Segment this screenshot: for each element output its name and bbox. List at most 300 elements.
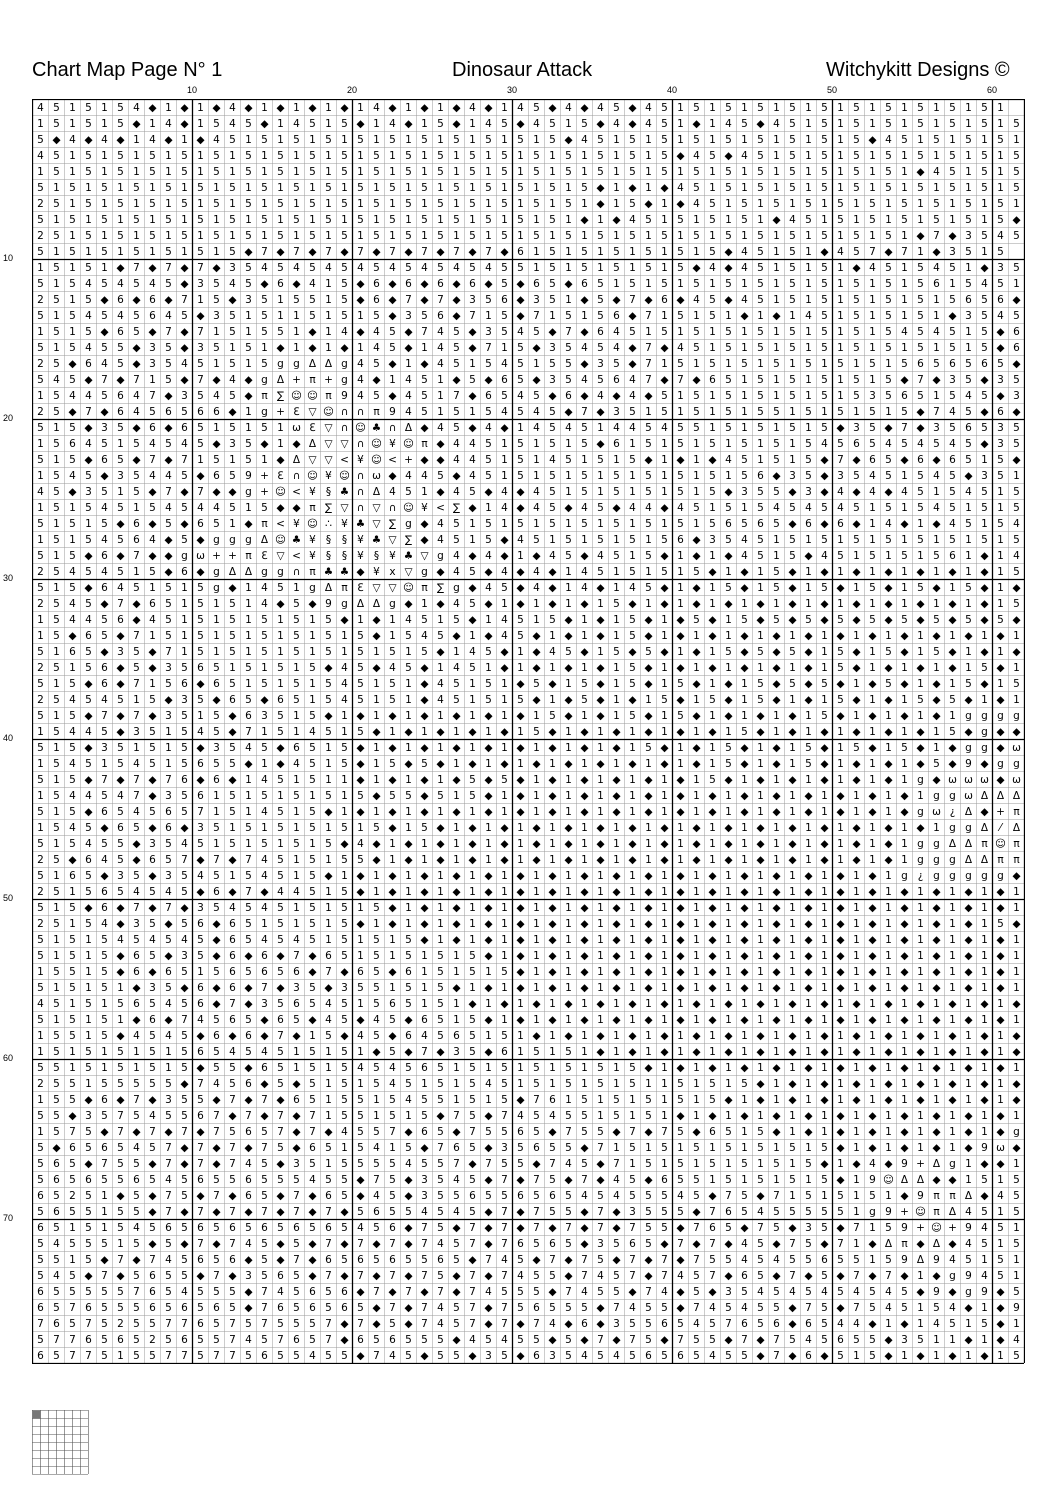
stitch-symbol: 5 (421, 1094, 428, 1106)
stitch-symbol: 5 (677, 358, 684, 370)
stitch-symbol: 5 (293, 1238, 300, 1250)
stitch-symbol: ◆ (340, 1238, 349, 1250)
stitch-symbol: ◆ (772, 1110, 781, 1122)
stitch-symbol: 1 (437, 374, 444, 386)
stitch-symbol: 1 (37, 822, 44, 834)
stitch-symbol: 1 (501, 710, 508, 722)
stitch-symbol: 5 (837, 614, 844, 626)
stitch-symbol: 5 (373, 150, 380, 162)
stitch-symbol: 4 (101, 358, 108, 370)
stitch-symbol: ◆ (980, 998, 989, 1010)
stitch-symbol: g (245, 534, 252, 546)
stitch-symbol: 1 (789, 1126, 796, 1138)
stitch-symbol: 7 (437, 1286, 444, 1298)
stitch-symbol: 5 (837, 1286, 844, 1298)
stitch-symbol: ◆ (532, 550, 541, 562)
stitch-symbol: 1 (885, 1190, 892, 1202)
stitch-symbol: 5 (53, 1062, 60, 1074)
stitch-symbol: 5 (565, 534, 572, 546)
stitch-symbol: 5 (677, 518, 684, 530)
stitch-symbol: 5 (469, 1062, 476, 1074)
stitch-symbol: ◆ (900, 678, 909, 690)
stitch-symbol: 5 (181, 166, 188, 178)
stitch-symbol: 1 (693, 1158, 700, 1170)
stitch-symbol: ◆ (548, 678, 557, 690)
stitch-symbol: 1 (53, 678, 60, 690)
stitch-symbol: 1 (869, 518, 876, 530)
stitch-symbol: 5 (53, 1030, 60, 1042)
stitch-symbol: 5 (85, 886, 92, 898)
stitch-symbol: 1 (341, 134, 348, 146)
stitch-symbol: ◆ (84, 550, 93, 562)
stitch-symbol: 5 (981, 150, 988, 162)
stitch-symbol: 5 (997, 278, 1004, 290)
stitch-symbol: 3 (85, 486, 92, 498)
stitch-symbol: 5 (53, 998, 60, 1010)
stitch-symbol: 6 (453, 1030, 460, 1042)
stitch-symbol: 7 (485, 1158, 492, 1170)
stitch-symbol: ◆ (452, 278, 461, 290)
stitch-symbol: 6 (293, 966, 300, 978)
stitch-symbol: ∩ (292, 566, 301, 578)
stitch-symbol: ◆ (244, 246, 253, 258)
stitch-symbol: 4 (949, 1254, 956, 1266)
stitch-symbol: 5 (85, 998, 92, 1010)
stitch-symbol: 5 (53, 758, 60, 770)
stitch-symbol: 1 (357, 998, 364, 1010)
stitch-symbol: 5 (325, 630, 332, 642)
stitch-symbol: 1 (469, 982, 476, 994)
stitch-symbol: ◆ (580, 918, 589, 930)
stitch-symbol: 5 (309, 742, 316, 754)
stitch-symbol: 5 (469, 1142, 476, 1154)
stitch-symbol: 1 (629, 806, 636, 818)
stitch-symbol: 4 (501, 358, 508, 370)
stitch-symbol: 5 (357, 1142, 364, 1154)
stitch-symbol: 7 (533, 1318, 540, 1330)
stitch-symbol: 1 (805, 1142, 812, 1154)
stitch-symbol: 1 (133, 1062, 140, 1074)
stitch-symbol: 5 (325, 134, 332, 146)
stitch-symbol: 1 (773, 1142, 780, 1154)
stitch-symbol: ◆ (996, 342, 1005, 354)
stitch-symbol: 1 (37, 790, 44, 802)
stitch-symbol: 4 (85, 310, 92, 322)
stitch-symbol: 1 (293, 230, 300, 242)
stitch-symbol: 5 (357, 854, 364, 866)
stitch-symbol: ◆ (724, 822, 733, 834)
stitch-symbol: 1 (533, 966, 540, 978)
stitch-symbol: ◆ (404, 1318, 413, 1330)
stitch-symbol: 5 (197, 214, 204, 226)
stitch-symbol: 1 (293, 1062, 300, 1074)
stitch-symbol: 5 (373, 1078, 380, 1090)
stitch-symbol: 1 (901, 166, 908, 178)
stitch-symbol: 1 (773, 390, 780, 402)
stitch-symbol: 1 (341, 806, 348, 818)
stitch-symbol: 1 (901, 598, 908, 610)
stitch-symbol: 1 (245, 326, 252, 338)
stitch-symbol: 5 (629, 454, 636, 466)
stitch-symbol: 5 (213, 342, 220, 354)
stitch-symbol: ◆ (164, 390, 173, 402)
stitch-symbol: 7 (229, 1158, 236, 1170)
stitch-symbol: 5 (917, 470, 924, 482)
stitch-symbol: 5 (133, 182, 140, 194)
stitch-symbol: 5 (501, 326, 508, 338)
stitch-symbol: 1 (373, 214, 380, 226)
stitch-symbol: 1 (1013, 902, 1020, 914)
stitch-symbol: 5 (997, 134, 1004, 146)
stitch-symbol: 1 (885, 1142, 892, 1154)
stitch-symbol: ◆ (628, 118, 637, 130)
stitch-symbol: 4 (437, 534, 444, 546)
stitch-symbol: 5 (101, 614, 108, 626)
stitch-symbol: ◆ (772, 630, 781, 642)
stitch-symbol: 6 (405, 1030, 412, 1042)
stitch-symbol: ◆ (964, 886, 973, 898)
stitch-symbol: 5 (661, 406, 668, 418)
stitch-symbol: ◆ (740, 646, 749, 658)
stitch-symbol: 5 (757, 102, 764, 114)
stitch-symbol: 7 (117, 598, 124, 610)
stitch-symbol: 5 (453, 406, 460, 418)
stitch-symbol: 5 (741, 118, 748, 130)
stitch-symbol: 1 (325, 774, 332, 786)
stitch-symbol: ◆ (820, 598, 829, 610)
stitch-symbol: 1 (581, 1046, 588, 1058)
stitch-symbol: § (341, 550, 348, 562)
stitch-symbol: 5 (309, 1158, 316, 1170)
stitch-symbol: ◆ (276, 1206, 285, 1218)
stitch-symbol: 5 (277, 726, 284, 738)
stitch-symbol: 5 (773, 566, 780, 578)
stitch-symbol: 1 (181, 614, 188, 626)
stitch-symbol: 1 (613, 182, 620, 194)
stitch-symbol: 1 (981, 1302, 988, 1314)
stitch-symbol: 1 (533, 246, 540, 258)
stitch-symbol: 5 (373, 358, 380, 370)
stitch-symbol: 1 (805, 854, 812, 866)
stitch-symbol: ◆ (548, 870, 557, 882)
stitch-symbol: 6 (213, 406, 220, 418)
stitch-symbol: 6 (213, 470, 220, 482)
stitch-symbol: 5 (277, 198, 284, 210)
stitch-symbol: ◆ (132, 838, 141, 850)
stitch-symbol: 5 (37, 246, 44, 258)
stitch-symbol: 6 (37, 1350, 44, 1362)
stitch-symbol: 5 (709, 694, 716, 706)
stitch-symbol: 1 (437, 406, 444, 418)
stitch-symbol: 1 (613, 630, 620, 642)
stitch-symbol: 1 (677, 278, 684, 290)
stitch-symbol: 5 (597, 342, 604, 354)
stitch-symbol: 4 (309, 726, 316, 738)
stitch-symbol: 1 (325, 198, 332, 210)
stitch-symbol: 5 (165, 854, 172, 866)
stitch-symbol: 5 (373, 966, 380, 978)
stitch-symbol: 5 (309, 1222, 316, 1234)
stitch-symbol: 1 (869, 150, 876, 162)
stitch-symbol: 5 (341, 886, 348, 898)
stitch-symbol: ◆ (484, 566, 493, 578)
stitch-symbol: 5 (117, 150, 124, 162)
stitch-symbol: 1 (565, 486, 572, 498)
stitch-symbol: ◆ (404, 1190, 413, 1202)
stitch-symbol: ◆ (84, 454, 93, 466)
stitch-symbol: ◆ (484, 1302, 493, 1314)
stitch-symbol: 5 (341, 918, 348, 930)
stitch-symbol: 5 (69, 806, 76, 818)
stitch-symbol: 4 (485, 1286, 492, 1298)
stitch-symbol: 5 (261, 646, 268, 658)
stitch-symbol: 1 (437, 214, 444, 226)
stitch-symbol: Δ (932, 1158, 941, 1170)
stitch-symbol: 5 (869, 214, 876, 226)
stitch-symbol: 7 (597, 1206, 604, 1218)
stitch-symbol: 4 (805, 502, 812, 514)
stitch-symbol: 5 (645, 246, 652, 258)
stitch-symbol: 4 (245, 1158, 252, 1170)
stitch-symbol: 1 (437, 934, 444, 946)
stitch-symbol: 5 (581, 422, 588, 434)
stitch-symbol: 4 (165, 886, 172, 898)
stitch-symbol: ◆ (100, 646, 109, 658)
stitch-symbol: 7 (565, 326, 572, 338)
stitch-symbol: 5 (101, 486, 108, 498)
stitch-symbol: 3 (197, 342, 204, 354)
stitch-symbol: ◆ (468, 1350, 477, 1362)
stitch-symbol: 5 (341, 118, 348, 130)
stitch-symbol: 5 (197, 422, 204, 434)
stitch-symbol: ◆ (452, 870, 461, 882)
stitch-symbol: 5 (117, 1174, 124, 1186)
stitch-symbol: 7 (101, 774, 108, 786)
stitch-symbol: 5 (101, 1174, 108, 1186)
stitch-symbol: ◆ (804, 790, 813, 802)
stitch-symbol: 1 (549, 630, 556, 642)
stitch-symbol: 1 (917, 646, 924, 658)
stitch-symbol: 1 (901, 694, 908, 706)
stitch-symbol: 5 (469, 774, 476, 786)
stitch-symbol: 5 (917, 182, 924, 194)
stitch-symbol: Δ (1012, 790, 1021, 802)
stitch-symbol: ◆ (756, 1078, 765, 1090)
stitch-symbol: 7 (229, 1142, 236, 1154)
stitch-symbol: 1 (517, 150, 524, 162)
stitch-symbol: 1 (197, 710, 204, 722)
stitch-symbol: 1 (981, 918, 988, 930)
stitch-symbol: 6 (149, 598, 156, 610)
stitch-symbol: ◆ (932, 934, 941, 946)
stitch-symbol: 1 (949, 886, 956, 898)
stitch-symbol: 1 (901, 278, 908, 290)
stitch-symbol: 4 (37, 150, 44, 162)
stitch-symbol: ◆ (964, 1110, 973, 1122)
stitch-symbol: 5 (389, 1014, 396, 1026)
stitch-symbol: 1 (293, 198, 300, 210)
stitch-symbol: 6 (149, 1014, 156, 1026)
stitch-symbol: 6 (149, 310, 156, 322)
stitch-symbol: 5 (997, 518, 1004, 530)
stitch-symbol: 5 (981, 326, 988, 338)
stitch-symbol: 1 (997, 534, 1004, 546)
stitch-symbol: ◆ (548, 326, 557, 338)
stitch-symbol: ◆ (932, 374, 941, 386)
stitch-symbol: ◆ (548, 726, 557, 738)
stitch-symbol: 4 (453, 1174, 460, 1186)
stitch-symbol: ◆ (164, 454, 173, 466)
stitch-symbol: 5 (309, 150, 316, 162)
stitch-symbol: ◆ (580, 742, 589, 754)
stitch-symbol: 1 (789, 790, 796, 802)
stitch-symbol: 1 (709, 838, 716, 850)
stitch-symbol: + (948, 1222, 957, 1234)
stitch-symbol: ◆ (132, 854, 141, 866)
stitch-symbol: 7 (837, 454, 844, 466)
stitch-symbol: ◆ (820, 486, 829, 498)
stitch-symbol: 1 (773, 1046, 780, 1058)
stitch-symbol: ◆ (404, 1238, 413, 1250)
stitch-symbol: 3 (229, 438, 236, 450)
stitch-symbol: 5 (469, 1030, 476, 1042)
stitch-symbol: 1 (501, 950, 508, 962)
stitch-symbol: 5 (181, 470, 188, 482)
stitch-symbol: 1 (197, 150, 204, 162)
stitch-symbol: g (261, 566, 268, 578)
stitch-symbol: ◆ (692, 1206, 701, 1218)
stitch-symbol: 1 (629, 918, 636, 930)
stitch-symbol: 1 (853, 198, 860, 210)
stitch-symbol: 1 (165, 102, 172, 114)
stitch-symbol: 7 (261, 1206, 268, 1218)
stitch-symbol: 7 (325, 1318, 332, 1330)
stitch-symbol: 5 (69, 518, 76, 530)
stitch-symbol: ☺ (915, 1206, 926, 1218)
stitch-symbol: 5 (117, 758, 124, 770)
stitch-symbol: 1 (805, 582, 812, 594)
stitch-symbol: 5 (197, 1334, 204, 1346)
stitch-symbol: 1 (181, 246, 188, 258)
stitch-symbol: ◆ (980, 1046, 989, 1058)
stitch-symbol: 6 (293, 998, 300, 1010)
stitch-symbol: 1 (421, 230, 428, 242)
stitch-symbol: 5 (325, 1350, 332, 1362)
stitch-symbol: ◆ (484, 1142, 493, 1154)
stitch-symbol: Δ (260, 534, 269, 546)
stitch-symbol: 1 (789, 918, 796, 930)
stitch-symbol: 1 (901, 1350, 908, 1362)
stitch-symbol: 1 (277, 630, 284, 642)
stitch-symbol: ◆ (756, 998, 765, 1010)
stitch-symbol: 5 (821, 1334, 828, 1346)
stitch-symbol: 1 (645, 182, 652, 194)
stitch-symbol: 5 (309, 230, 316, 242)
stitch-symbol: ◆ (580, 1238, 589, 1250)
stitch-symbol: 1 (805, 246, 812, 258)
stitch-symbol: 5 (821, 502, 828, 514)
stitch-symbol: 5 (181, 918, 188, 930)
stitch-symbol: 5 (261, 742, 268, 754)
stitch-symbol: 1 (581, 454, 588, 466)
stitch-symbol: 5 (549, 710, 556, 722)
stitch-symbol: 5 (69, 342, 76, 354)
stitch-symbol: 1 (373, 1110, 380, 1122)
stitch-symbol: ◆ (404, 598, 413, 610)
stitch-symbol: ◆ (1012, 726, 1021, 738)
stitch-symbol: 1 (869, 566, 876, 578)
row-label: 20 (3, 413, 14, 423)
stitch-symbol: 5 (789, 1334, 796, 1346)
stitch-symbol: 6 (965, 294, 972, 306)
stitch-symbol: 1 (901, 774, 908, 786)
stitch-symbol: ☺ (339, 470, 350, 482)
stitch-symbol: ◆ (708, 454, 717, 466)
stitch-symbol: ◆ (164, 422, 173, 434)
stitch-symbol: 5 (309, 1094, 316, 1106)
stitch-symbol: 1 (789, 806, 796, 818)
stitch-symbol: 6 (357, 1254, 364, 1266)
stitch-symbol: 5 (981, 1174, 988, 1186)
stitch-symbol: 5 (101, 1078, 108, 1090)
stitch-symbol: 5 (389, 1094, 396, 1106)
stitch-symbol: ◆ (788, 1078, 797, 1090)
stitch-symbol: 1 (1013, 1158, 1020, 1170)
stitch-symbol: ◆ (260, 1014, 269, 1026)
stitch-symbol: 6 (53, 1158, 60, 1170)
stitch-symbol: 1 (693, 934, 700, 946)
stitch-symbol: 5 (37, 1014, 44, 1026)
stitch-symbol: π (373, 406, 380, 418)
stitch-symbol: 4 (581, 1286, 588, 1298)
stitch-symbol: ◆ (580, 966, 589, 978)
stitch-symbol: 5 (437, 1062, 444, 1074)
stitch-symbol: 5 (261, 1254, 268, 1266)
stitch-symbol: 5 (437, 1190, 444, 1202)
stitch-symbol: 6 (133, 998, 140, 1010)
row-label: 60 (3, 1053, 14, 1063)
stitch-symbol: ◆ (244, 1142, 253, 1154)
stitch-symbol: 6 (229, 694, 236, 706)
stitch-symbol: ∩ (356, 406, 365, 418)
stitch-symbol: 3 (965, 230, 972, 242)
stitch-symbol: 1 (901, 534, 908, 546)
stitch-symbol: 1 (757, 662, 764, 674)
stitch-symbol: ◆ (612, 806, 621, 818)
stitch-symbol: 1 (501, 1014, 508, 1026)
stitch-symbol: 1 (709, 182, 716, 194)
stitch-symbol: ◆ (884, 694, 893, 706)
stitch-symbol: Δ (964, 1190, 973, 1202)
stitch-symbol: ◆ (564, 502, 573, 514)
stitch-symbol: ◆ (452, 710, 461, 722)
stitch-symbol: 1 (725, 726, 732, 738)
stitch-symbol: ◆ (84, 742, 93, 754)
stitch-symbol: 4 (325, 262, 332, 274)
stitch-symbol: ◆ (260, 118, 269, 130)
stitch-symbol: 1 (773, 278, 780, 290)
stitch-symbol: 5 (757, 694, 764, 706)
chart-grid-svg (32, 99, 1025, 1364)
stitch-symbol: 1 (821, 950, 828, 962)
stitch-symbol: ◆ (500, 838, 509, 850)
stitch-symbol: ◆ (836, 934, 845, 946)
stitch-symbol: ◆ (868, 950, 877, 962)
stitch-symbol: 5 (933, 214, 940, 226)
stitch-symbol: 7 (293, 950, 300, 962)
stitch-symbol: 1 (901, 230, 908, 242)
stitch-symbol: ◆ (596, 678, 605, 690)
